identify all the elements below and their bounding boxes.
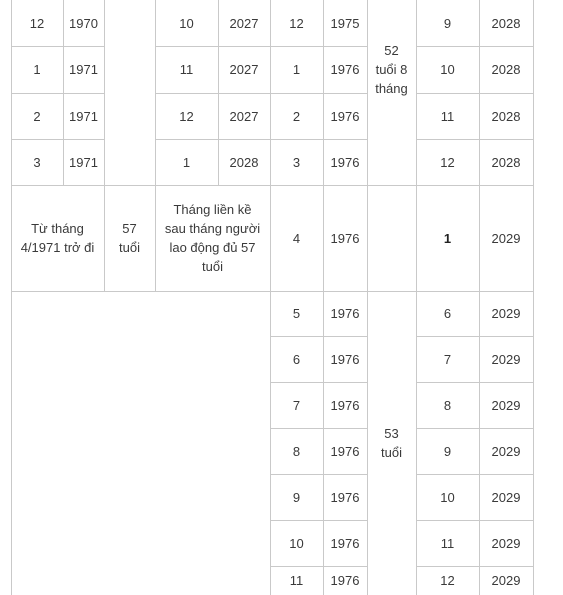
grid-line: [155, 0, 156, 291]
retire-month-cell: 9: [443, 443, 452, 459]
birth-period-cell: Từ tháng 4/1971 trở đi: [20, 221, 95, 255]
birth-month-cell: 10: [289, 535, 304, 551]
birth-year-cell: 1976: [330, 443, 360, 459]
birth-year-cell: 1976: [330, 535, 360, 551]
retire-month-cell: 8: [443, 397, 452, 413]
retire-month-cell: 7: [443, 351, 452, 367]
birth-month-cell: 2: [292, 108, 301, 124]
retire-month-cell: 6: [443, 306, 452, 321]
grid-line: [416, 428, 533, 429]
grid-line: [270, 474, 367, 475]
birth-year-cell: 1976: [330, 489, 360, 505]
retirement-age-cell: 53 tuổi: [381, 426, 402, 460]
retirement-time-cell: Tháng liền kề sau tháng người lao động đủ 57 tuổi: [164, 202, 261, 274]
retire-year-cell: 2029: [491, 443, 521, 459]
grid-line: [270, 0, 271, 595]
retire-month-cell: 10: [440, 62, 455, 77]
retire-month-cell: 9: [443, 15, 452, 31]
retire-year-cell: 2029: [491, 535, 521, 551]
grid-line: [11, 0, 12, 595]
grid-line: [416, 139, 533, 140]
grid-line: [270, 336, 367, 337]
birth-month-cell: 12: [29, 15, 45, 31]
grid-line: [367, 0, 368, 595]
birth-year-cell: 1976: [330, 573, 360, 588]
birth-month-cell: 3: [292, 154, 301, 170]
grid-line: [11, 93, 104, 94]
retire-year-cell: 2028: [491, 154, 521, 170]
grid-line: [11, 291, 533, 292]
birth-year-cell: 1971: [69, 154, 98, 170]
retire-month-cell: 11: [179, 62, 194, 77]
grid-line: [533, 0, 534, 595]
birth-year-cell: 1976: [330, 154, 360, 170]
birth-year-cell: 1971: [69, 108, 98, 124]
birth-month-cell: 4: [292, 230, 301, 246]
grid-line: [416, 0, 417, 595]
grid-line: [155, 46, 367, 47]
retire-month-cell: 11: [440, 108, 455, 124]
birth-year-cell: 1976: [330, 306, 360, 321]
grid-line: [479, 0, 480, 595]
birth-year-cell: 1976: [330, 230, 360, 246]
birth-year-cell: 1976: [330, 62, 360, 77]
birth-month-cell: 5: [292, 306, 301, 321]
birth-month-cell: 7: [292, 397, 301, 413]
retire-month-cell: 11: [440, 535, 455, 551]
grid-line: [104, 0, 105, 291]
birth-month-cell: 1: [33, 62, 41, 77]
grid-line: [11, 139, 104, 140]
grid-line: [270, 520, 367, 521]
birth-year-cell: 1975: [330, 15, 360, 31]
grid-line: [155, 139, 367, 140]
retire-year-cell: 2029: [491, 351, 521, 367]
retire-year-cell: 2029: [491, 489, 521, 505]
grid-line: [323, 0, 324, 595]
grid-line: [270, 382, 367, 383]
grid-line: [416, 93, 533, 94]
retire-year-cell: 2028: [491, 108, 521, 124]
retire-year-cell: 2027: [229, 15, 259, 31]
grid-line: [416, 520, 533, 521]
retire-month-cell: 10: [179, 15, 194, 31]
birth-year-cell: 1971: [69, 62, 98, 77]
grid-line: [416, 336, 533, 337]
retire-year-cell: 2029: [491, 230, 521, 246]
birth-year-cell: 1970: [69, 15, 98, 31]
grid-line: [155, 93, 367, 94]
birth-year-cell: 1976: [330, 397, 360, 413]
grid-line: [416, 46, 533, 47]
retire-year-cell: 2027: [229, 62, 259, 77]
retire-month-cell: 12: [179, 108, 194, 124]
retire-year-cell: 2028: [491, 15, 521, 31]
retire-month-cell: 12: [440, 154, 455, 170]
retire-month-cell: 10: [440, 489, 455, 505]
birth-month-cell: 12: [289, 15, 304, 31]
retire-year-cell: 2029: [491, 573, 521, 588]
birth-month-cell: 8: [292, 443, 301, 459]
grid-line: [270, 428, 367, 429]
birth-month-cell: 2: [33, 108, 41, 124]
retire-year-cell: 2029: [491, 306, 521, 321]
birth-month-cell: 1: [292, 62, 301, 77]
retire-month-cell: 1: [443, 230, 452, 246]
retire-year-cell: 2028: [229, 154, 259, 170]
retire-year-cell: 2029: [491, 397, 521, 413]
retire-year-cell: 2028: [491, 62, 521, 77]
grid-line: [416, 566, 533, 567]
grid-line: [416, 382, 533, 383]
grid-line: [11, 185, 533, 186]
birth-year-cell: 1976: [330, 351, 360, 367]
grid-line: [416, 474, 533, 475]
birth-month-cell: 11: [289, 573, 304, 588]
retirement-age-cell: 57 tuổi: [119, 221, 140, 255]
retire-month-cell: 1: [182, 154, 191, 170]
birth-year-cell: 1976: [330, 108, 360, 124]
retirement-age-cell: 52 tuổi 8 tháng: [375, 43, 408, 96]
grid-line: [11, 46, 104, 47]
birth-month-cell: 6: [292, 351, 301, 367]
retire-year-cell: 2027: [229, 108, 259, 124]
birth-month-cell: 3: [33, 154, 41, 170]
birth-month-cell: 9: [292, 489, 301, 505]
grid-line: [270, 566, 367, 567]
retire-month-cell: 12: [440, 573, 455, 588]
